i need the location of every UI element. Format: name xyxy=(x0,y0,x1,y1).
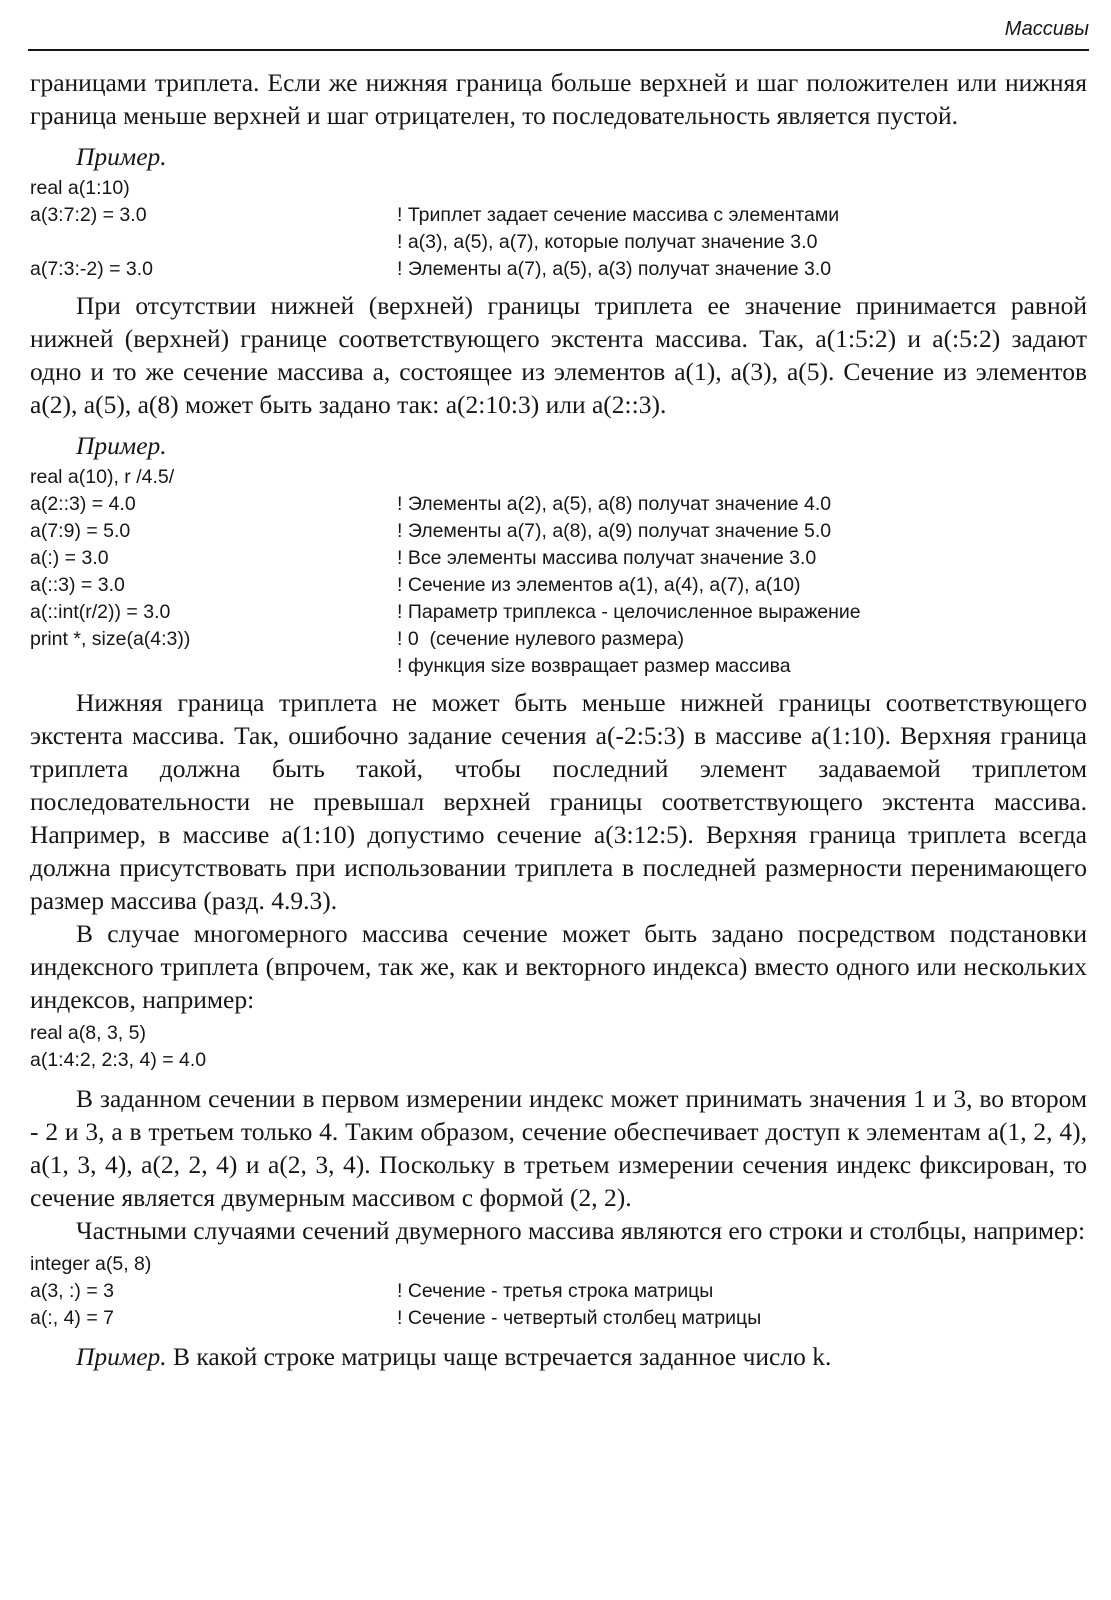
code-text: a(:, 4) = 7 xyxy=(30,1307,114,1329)
paragraph-7 xyxy=(30,1340,1087,1373)
code-text xyxy=(30,653,397,680)
code-block-4 xyxy=(30,1251,1087,1332)
code-line xyxy=(30,175,1087,202)
code-line xyxy=(30,653,1087,680)
code-line xyxy=(30,1305,1087,1332)
running-header: Массивы xyxy=(1004,18,1089,40)
code-comment xyxy=(397,1251,1087,1278)
paragraph-4: В случае многомерного массива сечение может быть задано посредством подстановки индексного триплета (впрочем, так же, как и векторного индекса) вместо одного или нескольких индексов, например: xyxy=(30,919,1087,1014)
code-text: a(1:4:2, 2:3, 4) = 4.0 xyxy=(30,1049,207,1071)
code-comment: ! Все элементы массива получат значение 3.0 xyxy=(397,547,817,569)
code-text: real a(1:10) xyxy=(30,177,130,199)
code-line xyxy=(30,518,1087,545)
example-label-3: Пример. xyxy=(76,1342,167,1371)
code-block-3 xyxy=(30,1020,1087,1074)
code-text: print *, size(a(4:3)) xyxy=(30,628,191,650)
code-line xyxy=(30,599,1087,626)
header-rule xyxy=(28,49,1089,51)
paragraph-2: При отсутствии нижней (верхней) границы триплета ее значение принимается равной нижней (верхней) границе соответствующего экстента массива. Так, a(1:5:2) и a(:5:2) задают одно и то же сечение массива a, состоящее из элементов a(1), a(3), a(5). Сечение из элементов a(2), a(5), a(8) может быть задано так: a(2:10:3) или a(2::3). xyxy=(30,291,1087,419)
code-line xyxy=(30,545,1087,572)
paragraph-7-text: В какой строке матрицы чаще встречается заданное число k. xyxy=(166,1342,832,1371)
code-comment: ! a(3), a(5), a(7), которые получат значение 3.0 xyxy=(397,231,818,253)
code-block-2 xyxy=(30,464,1087,680)
code-comment: ! функция size возвращает размер массива xyxy=(397,655,791,677)
code-comment: ! Сечение - четвертый столбец матрицы xyxy=(397,1307,762,1329)
paragraph-5: В заданном сечении в первом измерении индекс может принимать значения 1 и 3, во втором - 2 и 3, а в третьем только 4. Таким образом, сечение обеспечивает доступ к элементам a(1, 2, 4), a(1, 3, 4), a(2, 2, 4) и a(2, 3, 4). Поскольку в третьем измерении сечения индекс фиксирован, то сечение является двумерным массивом с формой (2, 2). xyxy=(30,1084,1087,1212)
code-line xyxy=(30,1251,1087,1278)
paragraph-1: границами триплета. Если же нижняя граница больше верхней и шаг положителен или нижняя граница меньше верхней и шаг отрицателен, то последовательность является пустой. xyxy=(30,68,1087,130)
code-comment: ! Параметр триплекса - целочисленное выражение xyxy=(397,601,861,623)
code-line xyxy=(30,202,1087,229)
code-comment xyxy=(397,1047,1087,1074)
page-content xyxy=(30,66,1087,1373)
code-text: a(::int(r/2)) = 3.0 xyxy=(30,601,171,623)
code-comment: ! Элементы a(7), a(8), a(9) получат значение 5.0 xyxy=(397,520,832,542)
code-comment: ! Элементы a(2), a(5), a(8) получат значение 4.0 xyxy=(397,493,832,515)
code-line xyxy=(30,491,1087,518)
code-comment: ! Сечение из элементов a(1), a(4), a(7), a(10) xyxy=(397,574,801,596)
paragraph-6: Частными случаями сечений двумерного массива являются его строки и столбцы, например: xyxy=(76,1216,1086,1245)
code-text: a(7:3:-2) = 3.0 xyxy=(30,258,154,280)
paragraph-3: Нижняя граница триплета не может быть меньше нижней границы соответствующего экстента массива. Так, ошибочно задание сечения a(-2:5:3) в массиве a(1:10). Верхняя граница триплета должна быть такой, чтобы последний элемент задаваемой триплетом последовательности не превышал верхней границы соответствующего экстента массива. Например, в массиве a(1:10) допустимо сечение a(3:12:5). Верхняя граница триплета всегда должна присутствовать при использовании триплета в последней размерности перенимающего размер массива (разд. 4.9.3). xyxy=(30,688,1087,915)
code-comment: ! Сечение - третья строка матрицы xyxy=(397,1280,714,1302)
code-line xyxy=(30,229,1087,256)
code-comment: ! Элементы a(7), a(5), a(3) получат значение 3.0 xyxy=(397,258,832,280)
code-text: a(7:9) = 5.0 xyxy=(30,520,131,542)
code-comment xyxy=(397,464,1087,491)
code-block-1 xyxy=(30,175,1087,283)
code-text: real a(8, 3, 5) xyxy=(30,1022,146,1044)
code-line xyxy=(30,572,1087,599)
code-comment: ! 0 (сечение нулевого размера) xyxy=(397,628,684,650)
code-text: a(2::3) = 4.0 xyxy=(30,493,136,515)
code-line xyxy=(30,626,1087,653)
code-text: a(3:7:2) = 3.0 xyxy=(30,204,147,226)
code-text: integer a(5, 8) xyxy=(30,1253,152,1275)
code-line xyxy=(30,1278,1087,1305)
code-text: real a(10), r /4.5/ xyxy=(30,466,175,488)
code-comment: ! Триплет задает сечение массива с элементами xyxy=(397,204,840,226)
code-text: a(::3) = 3.0 xyxy=(30,574,125,596)
example-label-1: Пример. xyxy=(76,142,167,171)
code-text xyxy=(30,229,397,256)
code-line xyxy=(30,464,1087,491)
code-line xyxy=(30,1047,1087,1074)
code-comment xyxy=(397,175,1087,202)
code-text: a(3, :) = 3 xyxy=(30,1280,114,1302)
example-label-2: Пример. xyxy=(76,431,167,460)
code-line xyxy=(30,256,1087,283)
code-line xyxy=(30,1020,1087,1047)
code-text: a(:) = 3.0 xyxy=(30,547,109,569)
code-comment xyxy=(397,1020,1087,1047)
